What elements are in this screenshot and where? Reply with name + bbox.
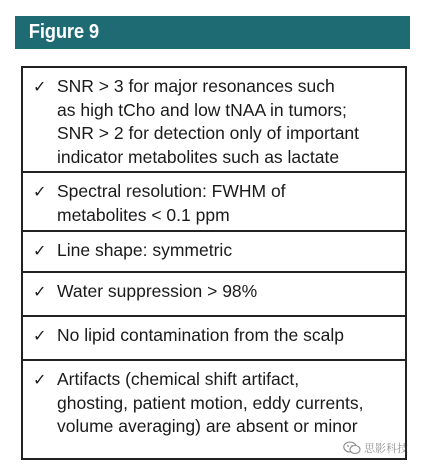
wechat-icon bbox=[343, 441, 361, 455]
checklist-item-text: Water suppression > 98% bbox=[57, 281, 258, 301]
checklist-item-snr bbox=[23, 68, 405, 173]
watermark bbox=[343, 440, 408, 456]
check-icon: ✓ bbox=[33, 77, 47, 96]
figure-header bbox=[15, 16, 410, 49]
checklist-item-spectral-resolution bbox=[23, 173, 405, 232]
checklist-item-text: No lipid contamination from the scalp bbox=[57, 325, 344, 345]
check-icon: ✓ bbox=[33, 182, 47, 201]
check-icon: ✓ bbox=[33, 282, 47, 301]
checklist-item-text: Spectral resolution: FWHM of metabolites < 0.1 ppm bbox=[57, 181, 286, 225]
check-icon: ✓ bbox=[33, 370, 47, 389]
figure-title: Figure 9 bbox=[28, 21, 99, 43]
quality-checklist bbox=[21, 66, 407, 460]
checklist-item-text: SNR > 3 for major resonances such as high tCho and low tNAA in tumors; SNR > 2 for detection only of important indicator metabolites such as lactate bbox=[57, 76, 360, 167]
check-icon: ✓ bbox=[33, 326, 47, 345]
check-icon: ✓ bbox=[33, 241, 47, 260]
checklist-item-text: Artifacts (chemical shift artifact, ghosting, patient motion, eddy currents, volume averaging) are absent or minor bbox=[57, 369, 364, 437]
checklist-item-water-suppression bbox=[23, 273, 405, 317]
checklist-item-line-shape bbox=[23, 232, 405, 273]
watermark-text: 思影科技 bbox=[364, 442, 408, 455]
checklist-item-text: Line shape: symmetric bbox=[57, 240, 233, 260]
checklist-item-lipid-contamination bbox=[23, 317, 405, 361]
